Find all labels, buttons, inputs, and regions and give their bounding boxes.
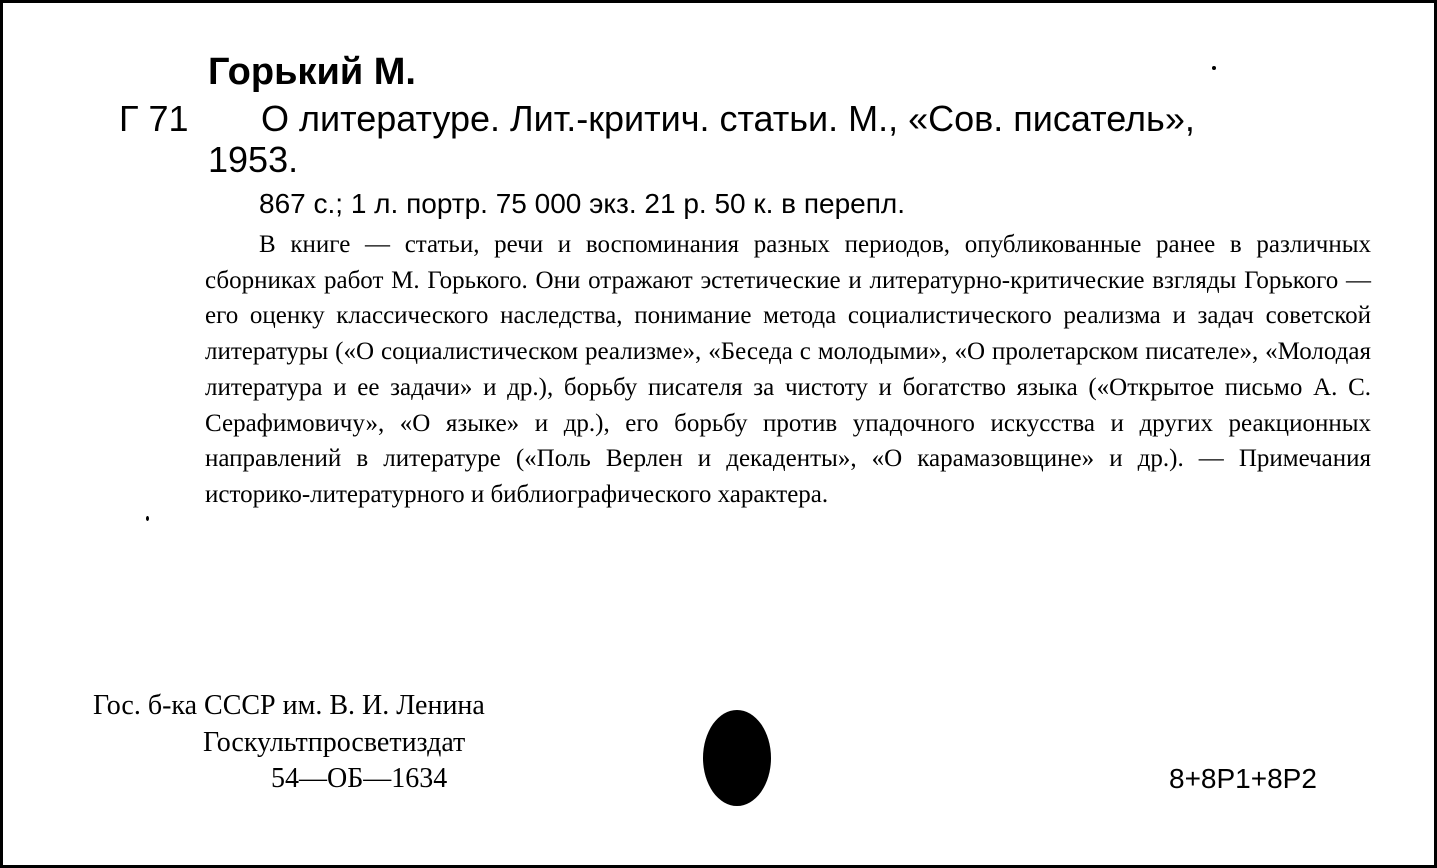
publication-year: 1953. xyxy=(208,139,299,180)
annotation-text: В книге — статьи, речи и воспоминания разных периодов, опубликованные ранее в различных сборниках работ М. Горького. Они отражают эстетические и литературно-критические взгляды Горького — его оценку классического наследства, понимание метода социалистического реализма и задач советской литературы («О социалистическом реализме», «Беседа с молодыми», «О пролетарском писателе», «Молодая литература и ее задачи» и др.), борьбу писателя за чистоту и богатство языка («Открытое письмо А. С. Серафимовичу», «О языке» и др.), его борьбу против упадочного искусства и других реакционных направлений в литературе («Поль Верлен и декаденты», «О карамазовщине» и др.). — Примечания историко-литературного и библиографического характера. xyxy=(205,231,1371,508)
call-number: Г 71 xyxy=(119,98,189,139)
classification-mark: 8+8Р1+8Р2 xyxy=(1169,763,1317,794)
collation-line: 867 с.; 1 л. портр. 75 000 экз. 21 р. 50 к. в перепл. xyxy=(259,188,905,219)
ink-speck xyxy=(146,516,149,521)
card-publisher: Госкультпросветиздат xyxy=(203,727,466,758)
ink-speck xyxy=(1212,66,1216,70)
punch-hole xyxy=(703,710,771,806)
card-number: 54—ОБ—1634 xyxy=(271,763,448,794)
library-name: Гос. б-ка СССР им. В. И. Ленина xyxy=(93,690,485,721)
author-heading: Горький М. xyxy=(208,51,416,93)
title-line: О литературе. Лит.-критич. статьи. М., «Сов. писатель», xyxy=(261,98,1195,139)
